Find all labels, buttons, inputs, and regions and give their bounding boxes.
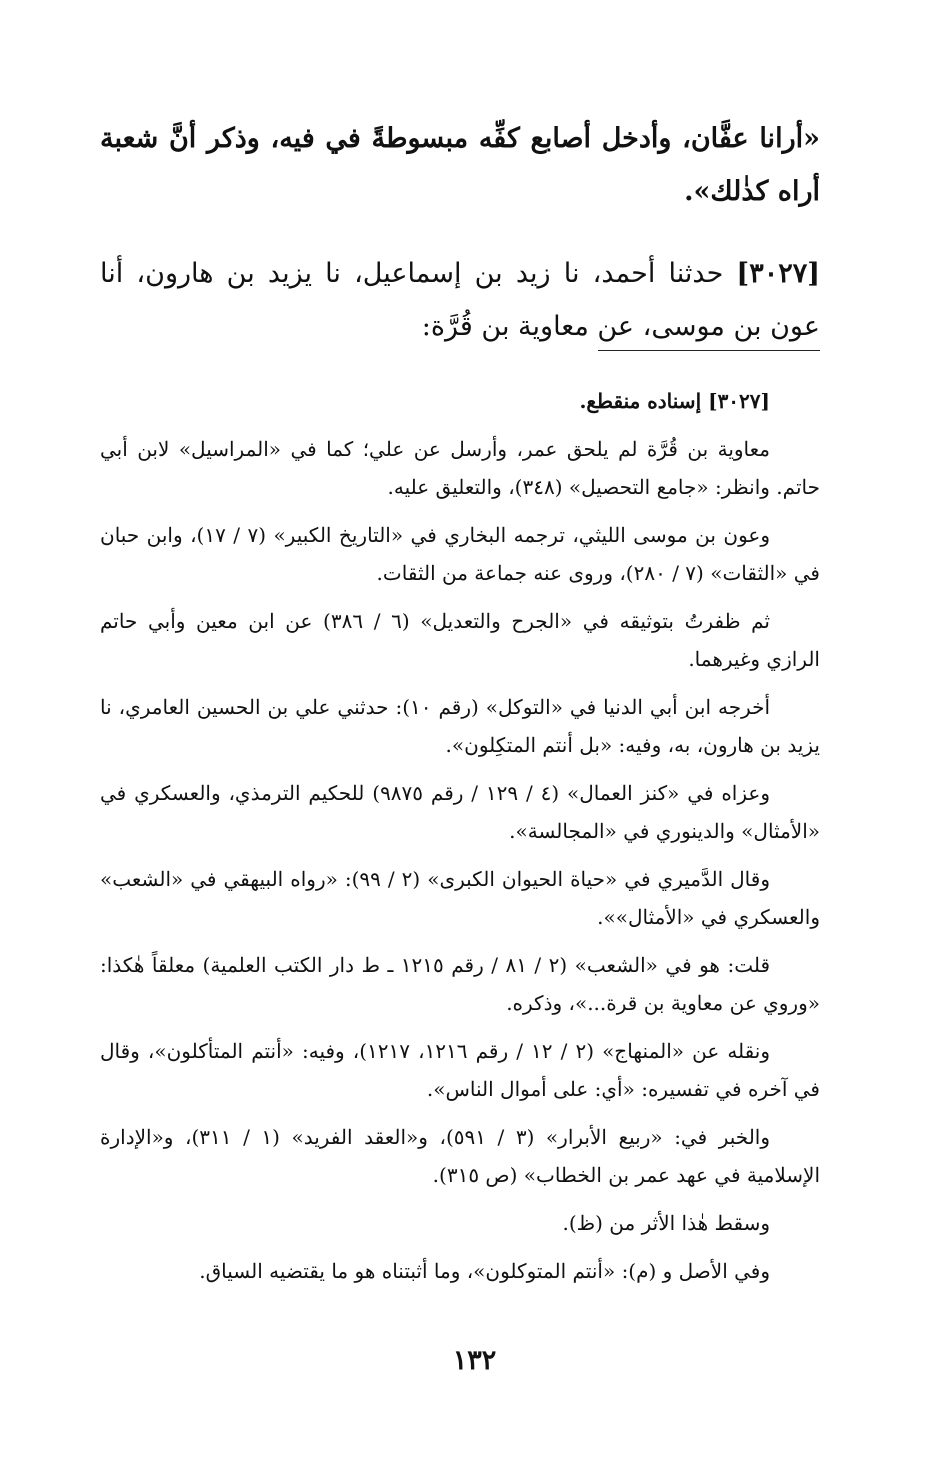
- footnotes: [100, 382, 820, 1300]
- footnote-paragraph: قلت: هو في «الشعب» (٢ / ٨١ / رقم ١٢١٥ ـ ط دار الكتب العلمية) معلقاً هٰكذا: «وروي عن معاوية بن قرة...»، وذكره.: [100, 953, 820, 1015]
- footnote-paragraph: ثم ظفرتُ بتوثيقه في «الجرح والتعديل» (٦ / ٣٨٦) عن ابن معين وأبي حاتم الرازي وغيرهما.: [100, 609, 820, 671]
- footnote-paragraph: وسقط هٰذا الأثر من (ظ).: [562, 1211, 770, 1235]
- footnote-paragraph: والخبر في: «ربيع الأبرار» (٣ / ٥٩١)، و«العقد الفريد» (١ / ٣١١)، و«الإدارة الإسلامية في عهد عمر بن الخطاب» (ص ٣١٥).: [100, 1125, 820, 1187]
- footnote-paragraph: أخرجه ابن أبي الدنيا في «التوكل» (رقم ١٠): حدثني علي بن الحسين العامري، نا يزيد بن هارون، به، وفيه: «بل أنتم المتكِلون».: [100, 695, 820, 757]
- footnote-paragraph: وفي الأصل و (م): «أنتم المتوكلون»، وما أثبتناه هو ما يقتضيه السياق.: [199, 1259, 770, 1283]
- hadith-paragraph: [100, 247, 820, 353]
- hadith-number: [٣٠٢٧]: [736, 258, 820, 289]
- quoted-narration: «أرانا عفَّان، وأدخل أصابع كفِّه مبسوطةً في فيه، وذكر أنَّ شعبة أراه كذٰلك».: [100, 123, 820, 207]
- footnote-paragraph: ونقله عن «المنهاج» (٢ / ١٢ / رقم ١٢١٦، ١٢١٧)، وفيه: «أنتم المتأكلون»، وقال في آخره في تفسيره: «أي: على أموال الناس».: [100, 1039, 820, 1101]
- page-number: ١٣٢: [452, 1345, 497, 1376]
- footnote-paragraph: وقال الدَّميري في «حياة الحيوان الكبرى» (٢ / ٩٩): «رواه البيهقي في «الشعب» والعسكري في «الأمثال»».: [100, 867, 820, 929]
- footnote-separator: [598, 350, 820, 351]
- hadith-chain: حدثنا أحمد، نا زيد بن إسماعيل، نا يزيد بن هارون، أنا عون بن موسى، عن معاوية بن قُرَّة:: [100, 258, 820, 342]
- footnote-heading: [٣٠٢٧] إسناده منقطع.: [579, 389, 770, 413]
- footnote-paragraph: معاوية بن قُرَّة لم يلحق عمر، وأرسل عن علي؛ كما في «المراسيل» لابن أبي حاتم. وانظر: «جامع التحصيل» (٣٤٨)، والتعليق عليه.: [100, 437, 820, 499]
- footnote-paragraph: وعزاه في «كنز العمال» (٤ / ١٢٩ / رقم ٩٨٧٥) للحكيم الترمذي، والعسكري في «الأمثال» والدينوري في «المجالسة».: [100, 781, 820, 843]
- footnote-paragraph: وعون بن موسى الليثي، ترجمه البخاري في «التاريخ الكبير» (٧ / ١٧)، وابن حبان في «الثقات» (٧ / ٢٨٠)، وروى عنه جماعة من الثقات.: [100, 523, 820, 585]
